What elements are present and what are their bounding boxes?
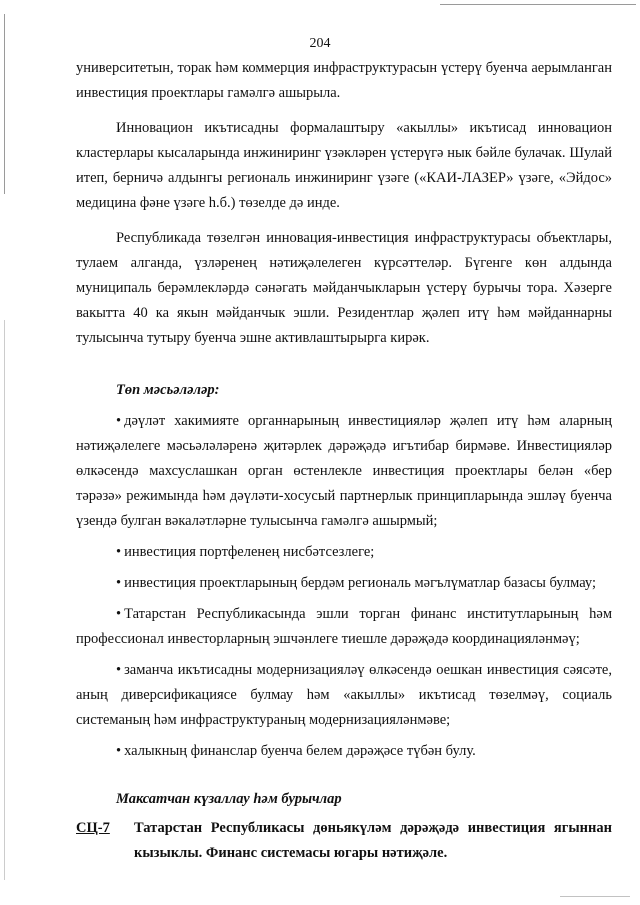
goal-text: Татарстан Республикасы дөньякүләм дәрәҗәдә инвестиция ягыннан кызыклы. Финанс системасы югары нәтиҗәле. [134, 820, 612, 861]
list-item-text: инвестиция портфеленең нисбәтсезлеге; [124, 544, 375, 560]
paragraph-2: Инновацион икътисадны формалаштыру «акыллы» икътисад инновацион кластерлары кысаларында инжиниринг үзәкләрен үстерүгә нык бәйле булачак. Шулай итеп, берничә алдынгы региональ инжиниринг үзәге («КАИ-ЛАЗЕР» үзәге, «Эйдос» медицина фәне үзәге һ.б.) төзелде дә инде. [76, 120, 612, 211]
bullet-marker: • [116, 662, 122, 678]
list-item [76, 571, 612, 596]
list-item [76, 409, 612, 534]
goal-code: СЦ-7 [76, 820, 110, 836]
list-item [76, 739, 612, 764]
scan-edge-top [440, 4, 636, 5]
list-item [76, 540, 612, 565]
bullet-marker: • [116, 575, 122, 591]
section-heading: Төп мәсьәләләр: [116, 382, 220, 398]
problem-list [76, 409, 612, 764]
list-item-text: халыкның финанслар буенча белем дәрәҗәсе түбән булу. [124, 743, 476, 759]
scan-edge-bottom [560, 896, 630, 897]
bullet-marker: • [116, 413, 122, 429]
spacer [76, 351, 612, 378]
spacer [76, 764, 612, 787]
list-item-text: заманча икътисадны модернизацияләү өлкәсендә оешкан инвестиция сәясәте, аның диверсификациясе булмау һәм «акыллы» икътисад төзелмәү, социаль системаның һәм инфраструктураның модернизацияләнмәве; [76, 662, 612, 728]
scan-edge-left-lower [4, 320, 5, 880]
bullet-marker: • [116, 606, 122, 622]
page-body [76, 56, 612, 866]
bullet-marker: • [116, 544, 122, 560]
page-number: 204 [309, 36, 331, 51]
strategic-goal [76, 816, 612, 866]
list-item-text: Татарстан Республикасында эшли торган финанс институтларының һәм профессионал инвесторларның эшчәнлеге тиешле дәрәҗәдә координацияләнмәү; [76, 606, 612, 647]
list-item-text: инвестиция проектларының бердәм региональ мәгълүматлар базасы булмау; [124, 575, 597, 591]
list-item [76, 658, 612, 733]
paragraph-3: Республикада төзелгән инновация-инвестиция инфраструктурасы объектлары, тулаем алганда, үзләренең нәтиҗәлелеген күрсәттеләр. Бүгенге көн алдында муниципаль берәмлекләрдә сәнәгать мәйданчыкларын үстерү бурычы тора. Хәзерге вакытта 40 ка якын мәйданчык эшли. Резидентлар җәлеп итү һәм мәйданнарны тулысынча тутыру буенча эшне активлаштырырга кирәк. [76, 230, 612, 346]
bullet-marker: • [116, 743, 122, 759]
list-item-text: дәүләт хакимияте органнарының инвестицияләр җәлеп итү һәм аларның нәтиҗәлелеге мәсьәләләренә җитәрлек дәрәҗәдә игътибар бирмәве. Инвестицияләр өлкәсендә махсуслашкан орган өстенлекле инвестиция проектлары белән «бер тәрәзә» режимында һәм дәүләти-хосусый партнерлык принципларында эшләү буенча үзендә булган вәкаләтләрне тулысынча гамәлгә ашырмый; [76, 413, 612, 529]
goals-heading: Максатчан күзаллау һәм бурычлар [116, 791, 342, 807]
paragraph-1: университетын, торак һәм коммерция инфраструктурасын үстерү буенча аерымланган инвестиция проектлары гамәлгә ашырыла. [76, 60, 612, 101]
list-item [76, 602, 612, 652]
